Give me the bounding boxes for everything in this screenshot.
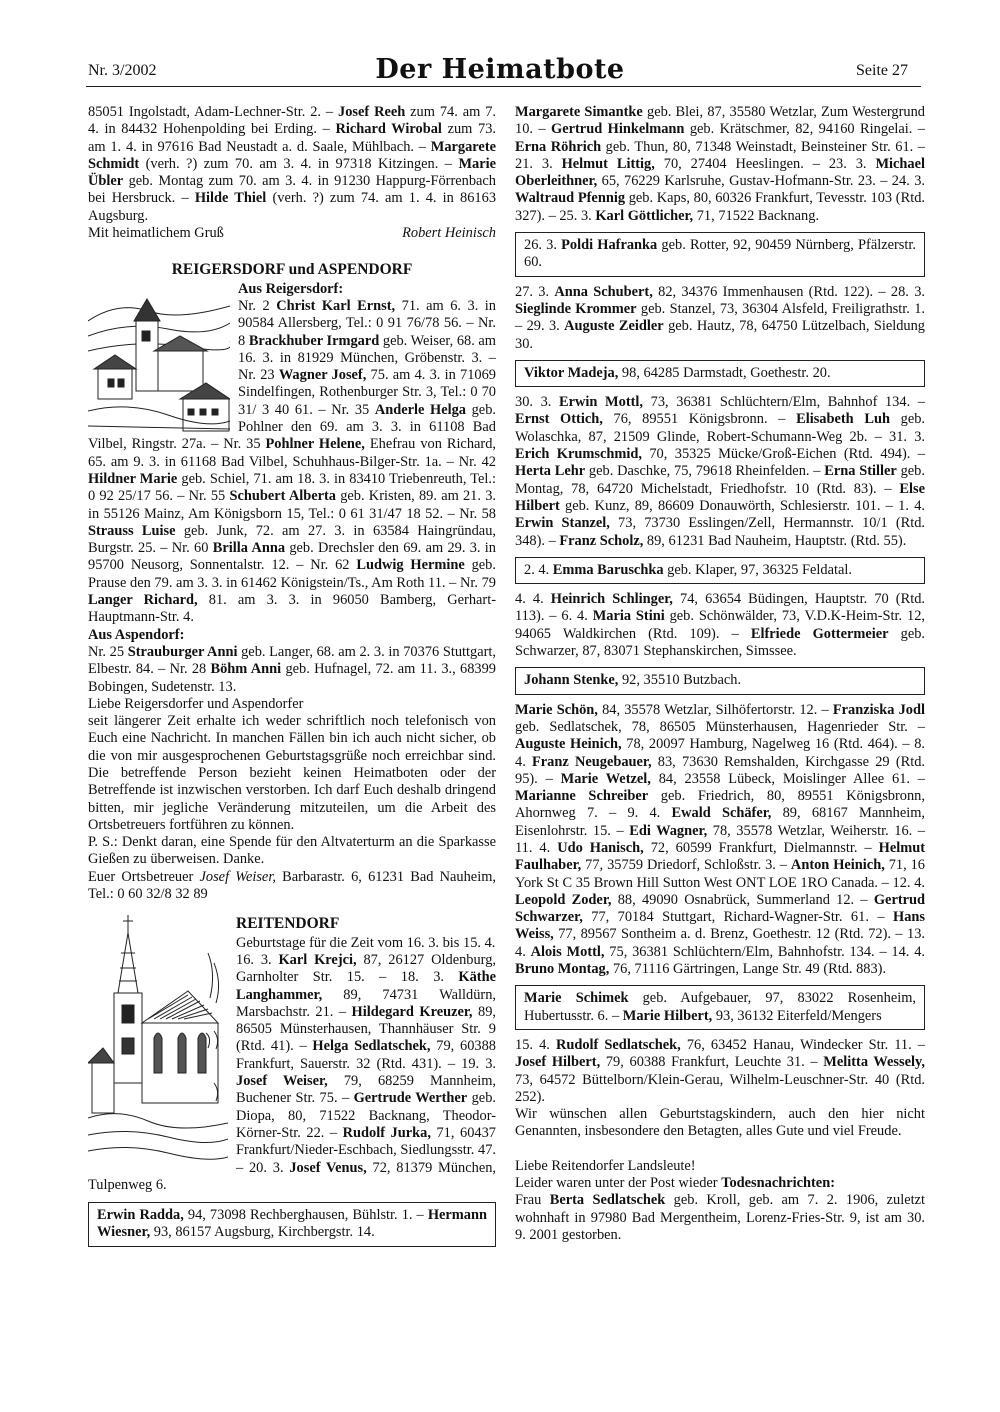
reitendorf-church-illustration: [88, 913, 228, 1163]
obituary-salute: Liebe Reitendorfer Landsleute!: [515, 1157, 696, 1174]
boxed-entry-hafranka: 26. 3. Poldi Hafranka geb. Rotter, 92, 90459 Nürnberg, Pfälzerstr. 60.: [515, 232, 925, 277]
aspendorf-subtitle: Aus Aspendorf:: [88, 626, 185, 643]
boxed-entry-baruschka: 2. 4. Emma Baruschka geb. Klaper, 97, 36325 Feldatal.: [515, 557, 925, 584]
reitendorf-birthdays: Geburtstage für die Zeit vom 16. 3. bis 15. 4. 16. 3. Karl Krejci, 87, 26127 Oldenburg, Garnholter Str. 15. – 18. 3. Käthe Langhammer, 89, 74731 Walldürn, Marsbachstr. 21. – Hildegard Kreuzer, 89, 86505 Münsterhausen, Thannhäuser Str. 9 (Rtd. 41). – Helga Sedlatschek, 79, 60388 Frankfurt, Sauerstr. 32 (Rtd. 431). – 19. 3. Josef Weiser, 79, 68259 Mannheim, Buchener Str. 75. – Gertrude Werther geb. Diopa, 80, 71522 Backnang, Theodor-Körner-Str. 22. – Rudolf Jurka, 71, 60437 Frankfurt/Nieder-Eschbach, Siedlungsstr. 47. – 20. 3. Josef Venus, 72, 81379 München, Tulpenweg 6.: [88, 934, 496, 1193]
boxed-entry-stenke: Johann Stenke, 92, 35510 Butzbach.: [515, 667, 925, 694]
reigersdorf-church-illustration: [88, 281, 230, 433]
right-column: [515, 104, 925, 1244]
right-paragraph-2: 27. 3. Anna Schubert, 82, 34376 Immenhausen (Rtd. 122). – 28. 3. Sieglinde Krommer geb. Stanzel, 73, 36304 Alsfeld, Freiligrathstr. 1. – 29. 3. Auguste Zeidler geb. Hautz, 78, 64750 Lützelbach, Sieldung 30.: [515, 283, 926, 352]
page-number: Seite 27: [856, 62, 908, 79]
letter-signature: Euer Ortsbetreuer Josef Weiser, Barbarastr. 6, 61231 Bad Nauheim, Tel.: 0 60 32/8 32 89: [88, 868, 496, 903]
left-column: [88, 104, 496, 1254]
greeting: Mit heimatlichem Gruß: [88, 225, 224, 242]
header-rule: [86, 86, 921, 87]
reigersdorf-subtitle: Aus Reigersdorf:: [238, 280, 344, 297]
obituary-notice: Leider waren unter der Post wieder Todesnachrichten: Frau Berta Sedlatschek geb. Kroll, geb. am 7. 2. 1906, zuletzt wohnhaft in 97980 Bad Mergentheim, Lorenz-Fries-Str. 9, ist am 30. 9. 2001 gestorben.: [515, 1175, 925, 1243]
reitendorf-title: REITENDORF: [236, 915, 340, 933]
aspendorf-birthdays: Nr. 25 Strauburger Anni geb. Langer, 68. am 2. 3. in 70376 Stuttgart, Elbestr. 84. – Nr. 28 Böhm Anni geb. Hufnagel, 72. am 11. 3., 68399 Bobingen, Sudetenstr. 13.: [88, 643, 497, 695]
issue-number: Nr. 3/2002: [88, 62, 157, 79]
boxed-entry-radda: Erwin Radda, 94, 73098 Rechberghausen, Bühlstr. 1. – Hermann Wiesner, 93, 86157 Augsburg, Kirchbergstr. 14.: [88, 1202, 496, 1247]
boxed-entry-schimek: Marie Schimek geb. Aufgebauer, 97, 83022 Rosenheim, Hubertusstr. 6. – Marie Hilbert, 93, 36132 Eiterfeld/Mengers: [515, 985, 925, 1030]
reigersdorf-birthdays: Nr. 2 Christ Karl Ernst, 71. am 6. 3. in 90584 Allersberg, Tel.: 0 91 76/78 56. – Nr. 8 Brackhuber Irmgard geb. Weiser, 68. am 16. 3. in 81929 München, Gröbenstr. 3. – Nr. 23 Wagner Josef, 75. am 4. 3. in 71069 Sindelfingen, Rothenburger Str. 3, Tel.: 0 70 31/ 3 40 61. – Nr. 35 Anderle Helga geb. Pohlner den 69. am 3. 3. in 61108 Bad Vilbel, Ringstr. 27a. – Nr. 35 Pohlner Helene, Ehefrau von Richard, 65. am 9. 3. in 61168 Bad Vilbel, Schuhhaus-Bilger-Str. 1a. – Nr. 42 Hildner Marie geb. Schiel, 71. am 18. 3. in 83410 Triebenreuth, Tel.: 0 92 25/17 56. – Nr. 55 Schubert Alberta geb. Kristen, 89. am 21. 3. in 55126 Mainz, Am Königsborn 15, Tel.: 0 61 31/47 18 52. – Nr. 58 Strauss Luise geb. Junk, 72. am 27. 3. in 63584 Haingründau, Burgstr. 25. – Nr. 60 Brilla Anna geb. Drechsler den 69. am 29. 3. in 95700 Neusorg, Sonnentalstr. 12. – Nr. 62 Ludwig Hermine geb. Prause den 79. am 3. 3. in 61462 Königstein/Ts., Am Roth 11. – Nr. 79 Langer Richard, 81. am 3. 3. in 96050 Bamberg, Gerhart-Hauptmann-Str. 4.: [88, 297, 497, 626]
right-paragraph-3: 30. 3. Erwin Mottl, 73, 36381 Schlüchtern/Elm, Bahnhof 134. – Ernst Ottich, 76, 89551 Königsbronn. – Elisabeth Luh geb. Wolaschka, 87, 21509 Glinde, Robert-Schumann-Weg 2b. – 31. 3. Erich Krumschmid, 70, 35325 Mücke/Groß-Eichen (Rtd. 494). – Herta Lehr geb. Daschke, 75, 79618 Rheinfelden. – Erna Stiller geb. Montag, 78, 64720 Michelstadt, Friedhofstr. 10 (Rtd. 83). – Else Hilbert geb. Kunz, 89, 86609 Donauwörth, Schlesierstr. 101. – 1. 4. Erwin Stanzel, 73, 73730 Esslingen/Zell, Hermannstr. 10/1 (Rtd. 348). – Franz Scholz, 89, 61231 Bad Nauheim, Hauptstr. (Rtd. 55).: [515, 394, 925, 549]
reigersdorf-title: REIGERSDORF und ASPENDORF: [171, 261, 413, 279]
right-paragraph-5: Marie Schön, 84, 35578 Wetzlar, Silhöfertorstr. 12. – Franziska Jodl geb. Sedlatschek, 78, 86505 Münsterhausen, Hagenrieder Str. – Auguste Heinich, 78, 20097 Hamburg, Nagelweg 16 (Rtd. 464). – 8. 4. Franz Neugebauer, 83, 73630 Remshalden, Kirchgasse 29 (Rtd. 95). – Marie Wetzel, 84, 23558 Lübeck, Moislinger Allee 61. – Marianne Schreiber geb. Friedrich, 80, 89551 Königsbronn, Ahornweg 7. – 9. 4. Ewald Schäfer, 89, 68167 Mannheim, Eisenlohrstr. 15. – Edi Wagner, 78, 35578 Wetzlar, Weiherstr. 16. – 11. 4. Udo Hanisch, 72, 60599 Frankfurt, Dielmannstr. – Helmut Faulhaber, 77, 35759 Driedorf, Schloßstr. 3. – Anton Heinich, 71, 16 York St C 35 Brown Hill Sutton West ONT LOE 1RO Canada. – 12. 4. Leopold Zoder, 88, 49090 Osnabrück, Summerland 12. – Gertrud Schwarzer, 77, 70184 Stuttgart, Richard-Wagner-Str. 61. – Hans Weiss, 77, 89567 Sontheim a. d. Brenz, Goethestr. 12 (Rtd. 72). – 13. 4. Alois Mottl, 75, 36381 Schlüchtern/Elm, Bahnhofstr. 134. – 14. 4. Bruno Montag, 76, 71116 Gärtringen, Lange Str. 49 (Rtd. 883).: [515, 701, 926, 978]
greeting-signature: Robert Heinisch: [402, 225, 496, 242]
right-paragraph-4: 4. 4. Heinrich Schlinger, 74, 63654 Büdingen, Hauptstr. 70 (Rtd. 113). – 6. 4. Maria Stini geb. Schönwälder, 73, V.D.K-Heim-Str. 12, 94065 Waldkirchen (Rtd. 109). – Elfriede Gottermeier geb. Schwarzer, 87, 83071 Stephanskirchen, Simssee.: [515, 591, 926, 660]
right-paragraph-6: 15. 4. Rudolf Sedlatschek, 76, 63452 Hanau, Windecker Str. 11. – Josef Hilbert, 79, 60388 Frankfurt, Leuchte 31. – Melitta Wessely, 73, 64572 Büttelborn/Klein-Gerau, Wilhelm-Leuschner-Str. 40 (Rtd. 252).: [515, 1036, 925, 1105]
boxed-entry-madeja: Viktor Madeja, 98, 64285 Darmstadt, Goethestr. 20.: [515, 360, 925, 387]
right-paragraph-1: Margarete Simantke geb. Blei, 87, 35580 Wetzlar, Zum Westergrund 10. – Gertrud Hinkelmann geb. Krätschmer, 82, 94160 Ringelai. – Erna Röhrich geb. Thun, 80, 71348 Weinstadt, Beinsteiner Str. 61. – 21. 3. Helmut Littig, 70, 27404 Heeslingen. – 23. 3. Michael Oberleithner, 65, 76229 Karlsruhe, Gustav-Hofmann-Str. 23. – 24. 3. Waltraud Pfennig geb. Kaps, 80, 60326 Frankfurt, Tevesstr. 103 (Rtd. 327). – 25. 3. Karl Göttlicher, 71, 71522 Backnang.: [515, 104, 925, 224]
masthead-logo: Der Heimatbote: [375, 54, 625, 85]
letter-body: seit längerer Zeit erhalte ich weder schriftlich noch telefonisch von Euch eine Nachricht. In manchen Fällen bin ich auch nicht sicher, ob die von mir ausgesprochenen Geburtstagsgrüße noch erreichbar sind. Die betreffende Person bezieht keinen Heimatboten oder der Betreffende ist inzwischen verstorben. Ich darf Euch deshalb dringend bitten, mir jegliche Veränderung mitzuteilen, um die Arbeit des Ortsbetreuers fortführen zu können.: [88, 713, 496, 833]
intro-paragraph: 85051 Ingolstadt, Adam-Lechner-Str. 2. – Josef Reeh zum 74. am 7. 4. in 84432 Hohenpolding bei Erding. – Richard Wirobal zum 73. am 1. 4. in 97616 Bad Neustadt a. d. Saale, Mühlbach. – Margarete Schmidt (verh. ?) zum 70. am 3. 4. in 97318 Kitzingen. – Marie Übler geb. Montag zum 70. am 3. 4. in 91230 Happurg-Förrenbach bei Hersbruck. – Hilde Thiel (verh. ?) zum 74. am 1. 4. in 86163 Augsburg.: [88, 104, 497, 224]
closing-wishes: Wir wünschen allen Geburtstagskindern, auch den hier nicht Genannten, insbesondere den Betagten, alles Gute und viel Freude.: [515, 1106, 925, 1140]
letter-postscript: P. S.: Denkt daran, eine Spende für den Altvaterturm an die Sparkasse Gießen zu überweisen. Danke.: [88, 834, 496, 868]
letter-salute: Liebe Reigersdorfer und Aspendorfer: [88, 695, 304, 712]
greeting-line: [88, 225, 496, 242]
